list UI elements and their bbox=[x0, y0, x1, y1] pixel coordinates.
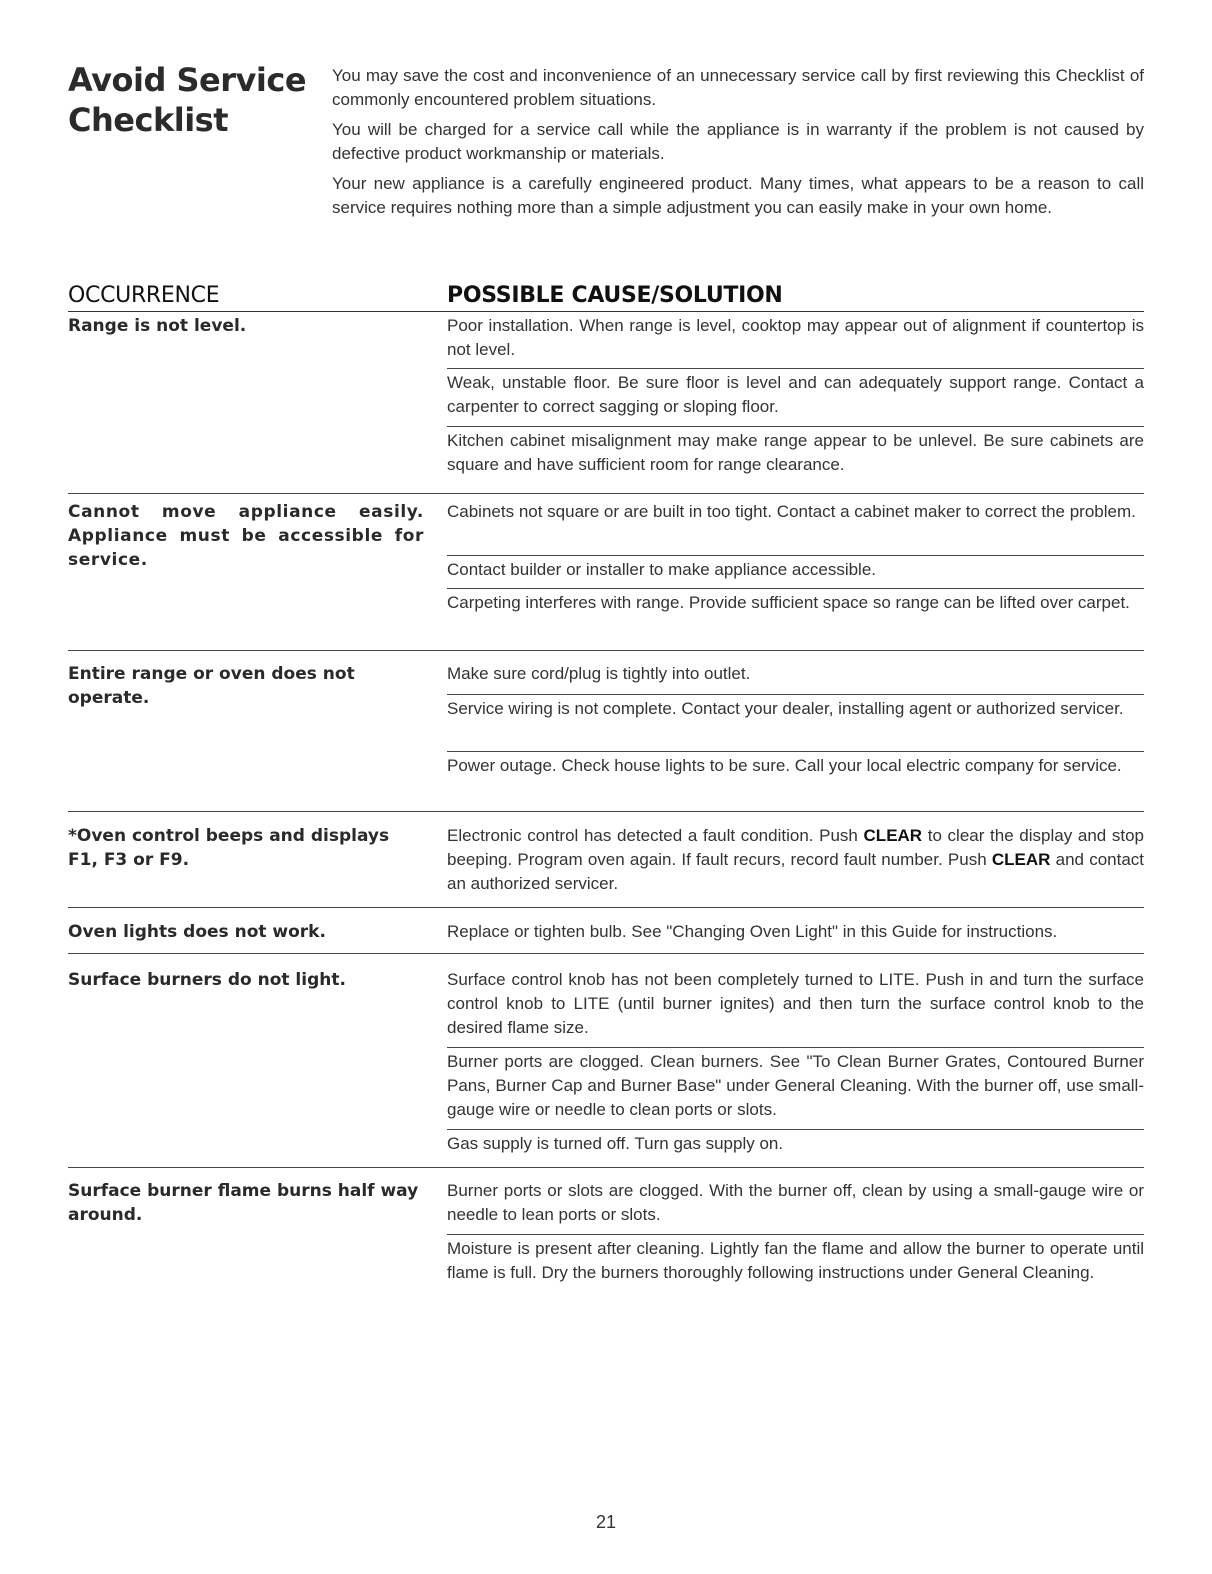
occurrence-text: Cannot move appliance easily. Appliance must be accessible for service. bbox=[68, 502, 424, 570]
solution-text-part: and contact an authorized servicer. bbox=[447, 850, 1145, 893]
solution-text: Contact builder or installer to make appliance accessible. bbox=[447, 555, 1144, 582]
solution-text bbox=[447, 824, 1144, 896]
occurrence-text: Entire range or oven does not operate. bbox=[68, 664, 355, 708]
solution-text-part: Electronic control has detected a fault condition. Push bbox=[447, 826, 864, 845]
solution-text: Moisture is present after cleaning. Lightly fan the flame and allow the burner to operate until flame is full. Dry the burners thoroughly following instructions under General Cleaning. bbox=[447, 1234, 1144, 1285]
column-headers bbox=[68, 283, 1144, 313]
occurrence-text: Surface burner flame burns half way around. bbox=[68, 1181, 419, 1225]
intro-paragraph: You will be charged for a service call while the appliance is in warranty if the problem is not caused by defective product workmanship or materials. bbox=[332, 120, 1144, 163]
intro-paragraph: You may save the cost and inconvenience of an unnecessary service call by first reviewing this Checklist of commonly encountered problem situations. bbox=[332, 66, 1144, 109]
page-title bbox=[68, 60, 318, 140]
solution-text: Kitchen cabinet misalignment may make range appear to be unlevel. Be sure cabinets are square and have sufficient room for range clearance. bbox=[447, 426, 1144, 477]
occurrence-text: *Oven control beeps and displays F1, F3 or F9. bbox=[68, 826, 390, 870]
clear-keyword: CLEAR bbox=[863, 826, 923, 845]
solution-text: Cabinets not square or are built in too tight. Contact a cabinet maker to correct the problem. bbox=[447, 502, 1136, 521]
solution-text-part: to clear the display and stop beeping. Program oven again. If fault recurs, record fault number. Push bbox=[447, 826, 1145, 869]
solution-text: Power outage. Check house lights to be sure. Call your local electric company for service. bbox=[447, 751, 1144, 778]
solution-header: POSSIBLE CAUSE/SOLUTION bbox=[447, 283, 783, 308]
occurrence-text: Range is not level. bbox=[68, 316, 247, 336]
intro-text bbox=[332, 64, 1144, 226]
occurrence-text: Surface burners do not light. bbox=[68, 970, 346, 990]
solution-text: Gas supply is turned off. Turn gas supply on. bbox=[447, 1129, 1144, 1156]
occurrence-text: Oven lights does not work. bbox=[68, 922, 326, 942]
solution-text: Burner ports are clogged. Clean burners. See "To Clean Burner Grates, Contoured Burner Pans, Burner Cap and Burner Base" under General Cleaning. With the burner off, use small-gauge wire or needle to clean ports or slots. bbox=[447, 1047, 1144, 1122]
solution-text: Service wiring is not complete. Contact your dealer, installing agent or authorized servicer. bbox=[447, 694, 1144, 721]
solution-text: Carpeting interferes with range. Provide sufficient space so range can be lifted over carpet. bbox=[447, 588, 1144, 615]
solution-text: Weak, unstable floor. Be sure floor is level and can adequately support range. Contact a carpenter to correct sagging or sloping floor. bbox=[447, 368, 1144, 419]
solution-text: Poor installation. When range is level, cooktop may appear out of alignment if countertop is not level. bbox=[447, 316, 1144, 359]
solution-text: Burner ports or slots are clogged. With the burner off, clean by using a small-gauge wire or needle to lean ports or slots. bbox=[447, 1181, 1144, 1224]
solution-text: Replace or tighten bulb. See "Changing Oven Light" in this Guide for instructions. bbox=[447, 922, 1058, 941]
occurrence-header: OCCURRENCE bbox=[68, 283, 1144, 312]
page-title-line-2: Checklist bbox=[68, 101, 228, 139]
clear-keyword: CLEAR bbox=[991, 850, 1051, 869]
solution-text: Surface control knob has not been completely turned to LITE. Push in and turn the surface control knob to LITE (until burner ignites) and then turn the surface control knob to the desired flame size. bbox=[447, 970, 1144, 1037]
intro-paragraph: Your new appliance is a carefully engineered product. Many times, what appears to be a reason to call service requires nothing more than a simple adjustment you can easily make in your own home. bbox=[332, 174, 1144, 217]
page-title-line-1: Avoid Service bbox=[68, 61, 307, 99]
page-number: 21 bbox=[595, 1512, 617, 1532]
solution-text: Make sure cord/plug is tightly into outlet. bbox=[447, 664, 751, 683]
